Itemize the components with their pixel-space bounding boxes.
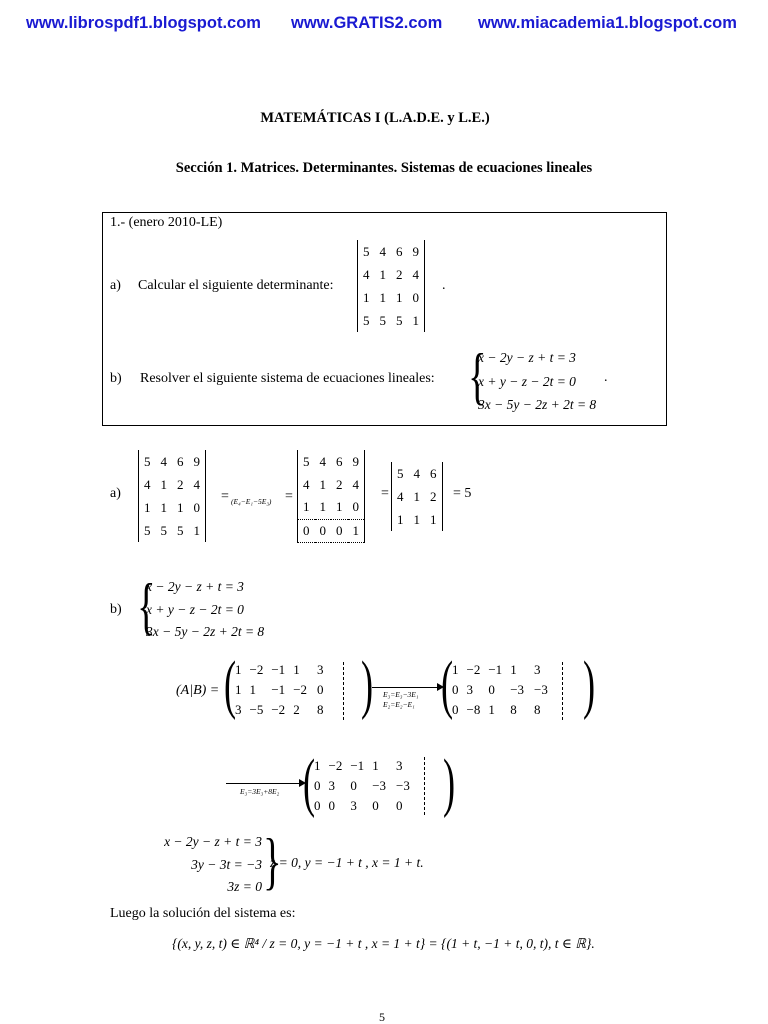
row-operation-3: E₃=3E₃+8E₂ bbox=[240, 787, 280, 796]
cell: 4 bbox=[413, 465, 420, 481]
cell: 1 bbox=[510, 662, 517, 677]
right-brace-icon: } bbox=[263, 825, 282, 896]
equation: x + y − z − 2t = 0 bbox=[478, 373, 576, 389]
cell: 1 bbox=[160, 499, 167, 515]
augmented-matrix-2 bbox=[448, 660, 552, 720]
reduced-system bbox=[156, 831, 262, 899]
cell: 3 bbox=[534, 662, 541, 677]
equation: 3x − 5y − 2z + 2t = 8 bbox=[478, 397, 597, 412]
equation: 3z = 0 bbox=[227, 879, 262, 894]
cell: 1 bbox=[488, 702, 495, 717]
left-paren: ( bbox=[223, 648, 237, 721]
augmented-matrix-3 bbox=[310, 756, 414, 816]
cell: 1 bbox=[144, 499, 151, 515]
cell: 3 bbox=[350, 798, 357, 813]
cell: 1 bbox=[249, 682, 256, 697]
cell: 5 bbox=[397, 465, 404, 481]
cell: −2 bbox=[466, 662, 481, 677]
cell: 1 bbox=[363, 289, 370, 305]
cell: 0 bbox=[350, 778, 357, 793]
cell: 5 bbox=[160, 522, 167, 538]
equation: x − 2y − z + t = 3 bbox=[164, 834, 262, 849]
cell: 0 bbox=[452, 682, 459, 697]
cell: 0 bbox=[336, 522, 343, 538]
cell: 5 bbox=[303, 453, 310, 469]
cell: −5 bbox=[249, 702, 264, 717]
cell: 0 bbox=[412, 289, 419, 305]
cell: 1 bbox=[235, 662, 242, 677]
cell: 2 bbox=[293, 702, 300, 717]
augmented-separator bbox=[343, 662, 344, 720]
cell: 1 bbox=[303, 499, 310, 515]
augmented-separator bbox=[562, 662, 563, 720]
determinant-result: = 5 bbox=[453, 486, 472, 501]
cell: 4 bbox=[319, 453, 326, 469]
section-title: Sección 1. Matrices. Determinantes. Sistemas de ecuaciones lineales bbox=[175, 160, 593, 176]
cell: 0 bbox=[303, 522, 310, 538]
header-link-gratis2[interactable]: www.GRATIS2.com bbox=[291, 14, 443, 32]
left-paren: ( bbox=[302, 746, 316, 819]
cell: 0 bbox=[452, 702, 459, 717]
cell: −3 bbox=[396, 778, 410, 793]
cell: 1 bbox=[336, 499, 343, 515]
solution-a-label: a) bbox=[110, 486, 121, 501]
right-paren: ) bbox=[442, 746, 456, 819]
part-a-text: Calcular el siguiente determinante: bbox=[138, 278, 334, 293]
cell: −3 bbox=[372, 778, 387, 793]
cell: 3 bbox=[235, 702, 242, 717]
row-operation-1: E₃=E₃−3E₁ bbox=[383, 690, 419, 699]
row-operation: (E₄−E₁−5E₃) bbox=[231, 497, 272, 506]
equation: 3x − 5y − 2z + 2t = 8 bbox=[146, 624, 265, 639]
cell: 5 bbox=[144, 522, 151, 538]
cell: 4 bbox=[352, 476, 359, 492]
solution-determinant-1 bbox=[138, 450, 206, 542]
cell: 2 bbox=[430, 488, 437, 504]
cell: 1 bbox=[352, 522, 359, 538]
cell: 1 bbox=[319, 476, 326, 492]
solution-b-label: b) bbox=[110, 602, 122, 617]
cell: 0 bbox=[488, 682, 495, 697]
solution-set: {(x, y, z, t) ∈ ℝ⁴ / z = 0, y = −1 + t , x = 1 + t} = {(1 + t, −1 + t, 0, t), t ∈ ℝ}. bbox=[172, 936, 595, 951]
solution-determinant-2 bbox=[297, 450, 365, 543]
right-paren: ) bbox=[582, 648, 596, 721]
equation: x − 2y − z + t = 3 bbox=[146, 579, 244, 594]
reduced-result: z = 0, y = −1 + t , x = 1 + t. bbox=[270, 855, 424, 870]
problem-determinant bbox=[357, 240, 425, 332]
problem-system bbox=[478, 346, 596, 417]
cell: 4 bbox=[160, 453, 167, 469]
augmented-separator bbox=[424, 757, 425, 815]
cell: 4 bbox=[363, 266, 370, 282]
cell: 4 bbox=[397, 488, 404, 504]
cell: 1 bbox=[314, 758, 321, 773]
cell: 2 bbox=[396, 266, 403, 282]
cell: 6 bbox=[177, 453, 184, 469]
conclusion-text: Luego la solución del sistema es: bbox=[110, 906, 296, 921]
cell: 1 bbox=[319, 499, 326, 515]
cell: 5 bbox=[177, 522, 184, 538]
cell: −3 bbox=[510, 682, 525, 697]
page-number: 5 bbox=[379, 1010, 385, 1024]
cell: 3 bbox=[328, 778, 335, 793]
cell: 1 bbox=[293, 662, 300, 677]
header-link-librospdf[interactable]: www.librospdf1.blogspot.com bbox=[26, 14, 261, 32]
cell: 5 bbox=[396, 312, 403, 328]
cell: 5 bbox=[363, 312, 370, 328]
cell: 1 bbox=[379, 289, 386, 305]
cell: 4 bbox=[303, 476, 310, 492]
cell: 6 bbox=[336, 453, 343, 469]
augmented-matrix-label: (A|B) = bbox=[176, 683, 220, 698]
left-brace-icon: { bbox=[137, 570, 156, 641]
part-b-label: b) bbox=[110, 371, 122, 386]
cell: 4 bbox=[144, 476, 151, 492]
system-period: . bbox=[604, 370, 608, 385]
cell: −1 bbox=[271, 682, 286, 697]
cell: 0 bbox=[193, 499, 200, 515]
cell: 0 bbox=[319, 522, 326, 538]
cell: 6 bbox=[430, 465, 437, 481]
arrow-line bbox=[226, 783, 300, 784]
cell: 1 bbox=[177, 499, 184, 515]
part-b-text: Resolver el siguiente sistema de ecuaciones lineales: bbox=[140, 371, 435, 386]
cell: 9 bbox=[352, 453, 359, 469]
cell: 1 bbox=[430, 511, 437, 527]
cell: 1 bbox=[160, 476, 167, 492]
cell: 5 bbox=[144, 453, 151, 469]
cell: −2 bbox=[249, 662, 264, 677]
cell: 6 bbox=[396, 243, 403, 259]
right-paren: ) bbox=[360, 648, 374, 721]
equals-sign: = bbox=[221, 489, 229, 504]
cell: 9 bbox=[412, 243, 419, 259]
cell: 2 bbox=[177, 476, 184, 492]
cell: 4 bbox=[412, 266, 419, 282]
cell: 0 bbox=[314, 798, 321, 813]
cell: −1 bbox=[271, 662, 286, 677]
header-link-miacademia[interactable]: www.miacademia1.blogspot.com bbox=[478, 14, 737, 32]
cell: 0 bbox=[352, 499, 359, 515]
cell: 9 bbox=[193, 453, 200, 469]
cell: 4 bbox=[193, 476, 200, 492]
cell: 5 bbox=[363, 243, 370, 259]
solution-determinant-3 bbox=[391, 462, 443, 531]
cell: 0 bbox=[396, 798, 403, 813]
cell: 0 bbox=[372, 798, 379, 813]
left-paren: ( bbox=[440, 648, 454, 721]
cell: 1 bbox=[412, 312, 419, 328]
solution-system bbox=[146, 576, 264, 644]
equation: x + y − z − 2t = 0 bbox=[146, 601, 244, 617]
arrow-line bbox=[372, 687, 438, 688]
cell: −1 bbox=[488, 662, 503, 677]
cell: −3 bbox=[534, 682, 548, 697]
cell: 0 bbox=[317, 682, 324, 697]
left-brace-icon: { bbox=[468, 340, 487, 411]
problem-heading: 1.- (enero 2010-LE) bbox=[110, 215, 223, 230]
cell: 2 bbox=[336, 476, 343, 492]
cell: −2 bbox=[328, 758, 343, 773]
cell: 1 bbox=[413, 511, 420, 527]
equals-sign: = bbox=[285, 489, 293, 504]
cell: 1 bbox=[397, 511, 404, 527]
cell: −8 bbox=[466, 702, 481, 717]
equation: 3y − 3t = −3 bbox=[191, 856, 262, 872]
cell: 0 bbox=[314, 778, 321, 793]
cell: 8 bbox=[317, 702, 324, 717]
cell: 4 bbox=[379, 243, 386, 259]
cell: 0 bbox=[328, 798, 335, 813]
cell: 1 bbox=[379, 266, 386, 282]
cell: 8 bbox=[510, 702, 517, 717]
augmented-matrix-1 bbox=[231, 660, 328, 720]
part-a-label: a) bbox=[110, 278, 121, 293]
cell: −2 bbox=[271, 702, 286, 717]
document-title: MATEMÁTICAS I (L.A.D.E. y L.E.) bbox=[260, 110, 490, 126]
equation: x − 2y − z + t = 3 bbox=[478, 350, 576, 365]
row-operation-2: E₂=E₂−E₁ bbox=[383, 700, 415, 709]
cell: 8 bbox=[534, 702, 541, 717]
cell: −2 bbox=[293, 682, 308, 697]
cell: −1 bbox=[350, 758, 365, 773]
cell: 3 bbox=[466, 682, 473, 697]
equals-sign: = bbox=[381, 486, 389, 501]
cell: 1 bbox=[413, 488, 420, 504]
cell: 1 bbox=[452, 662, 459, 677]
cell: 1 bbox=[396, 289, 403, 305]
cell: 3 bbox=[317, 662, 324, 677]
cell: 5 bbox=[379, 312, 386, 328]
cell: 1 bbox=[372, 758, 379, 773]
determinant-period: . bbox=[442, 278, 446, 293]
cell: 3 bbox=[396, 758, 403, 773]
cell: 1 bbox=[193, 522, 200, 538]
cell: 1 bbox=[235, 682, 242, 697]
